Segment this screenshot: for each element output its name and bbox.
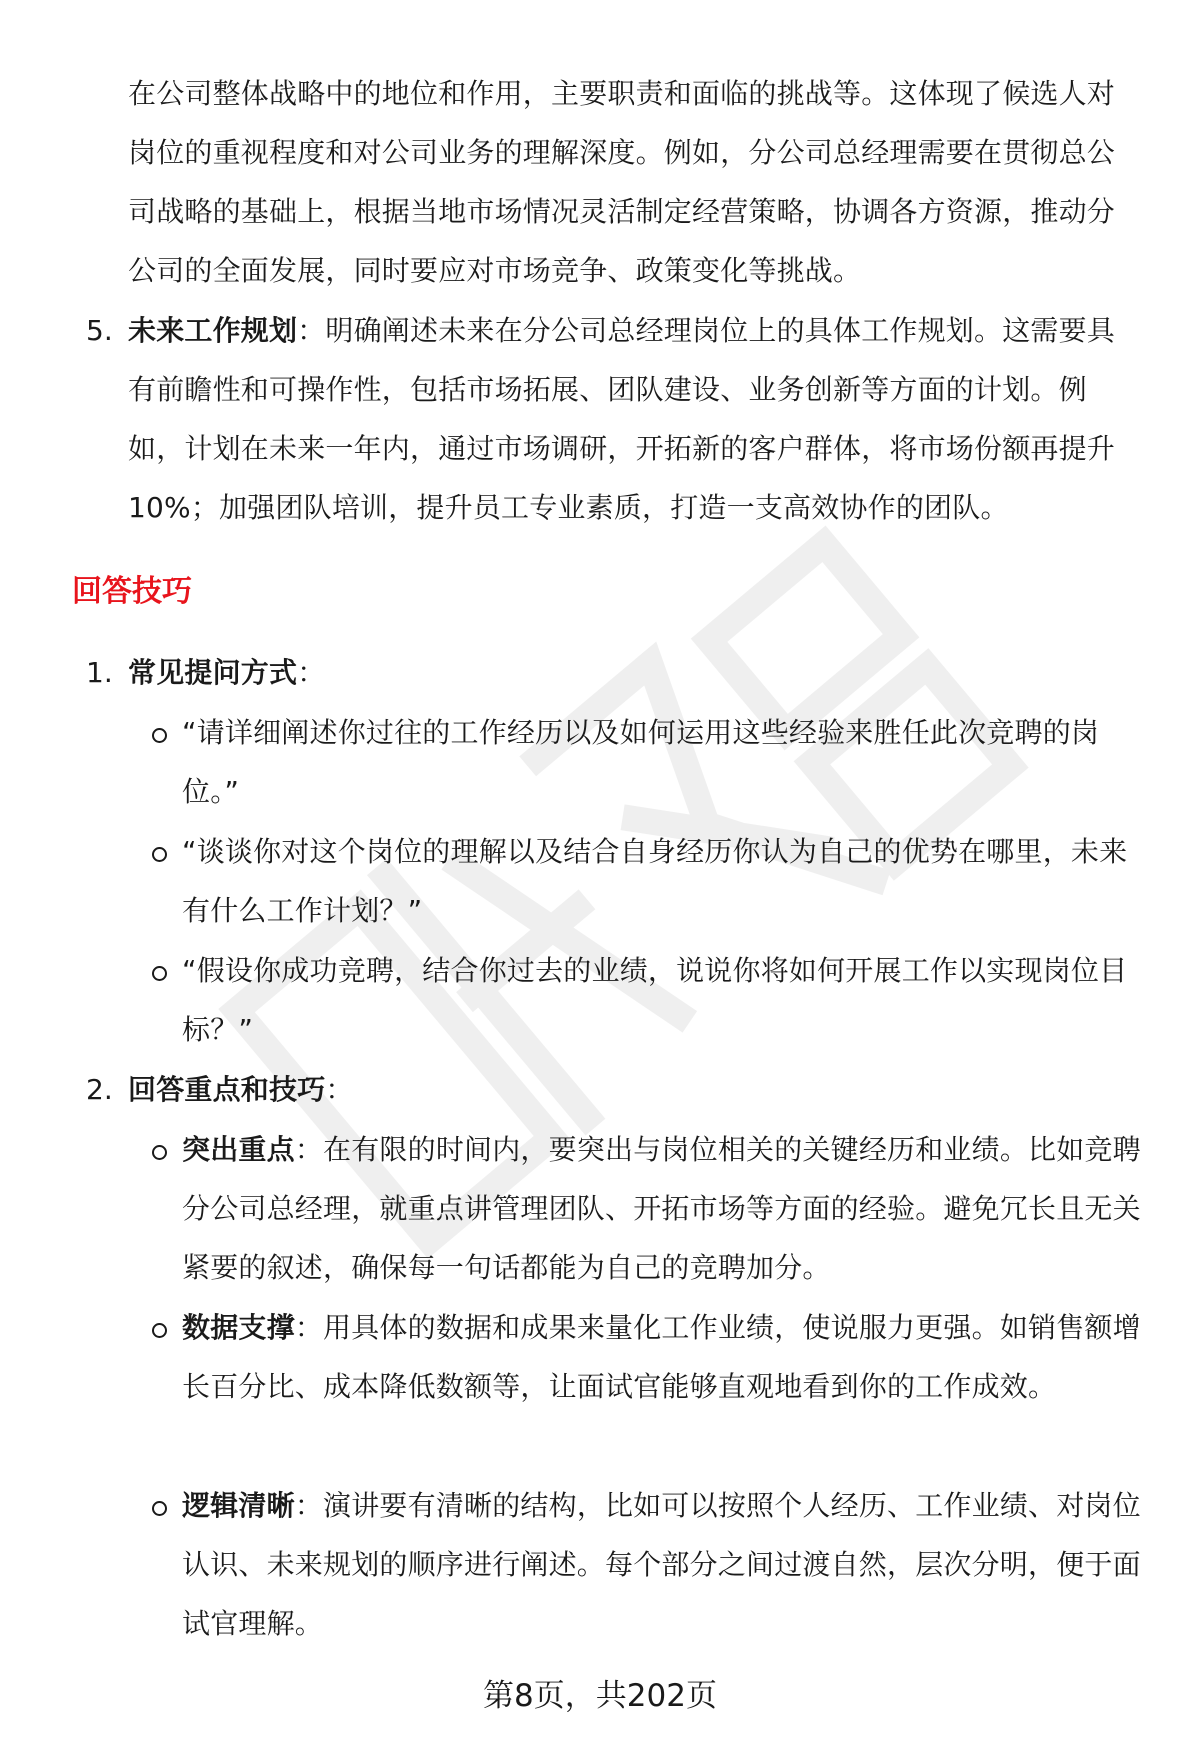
tip-point [182,1298,1142,1416]
tip-point-text: ：演讲要有清晰的结构，比如可以按照个人经历、工作业绩、对岗位认识、未来规划的顺序进行阐述。每个部分之间过渡自然，层次分明，便于面试官理解。 [182,1489,1141,1640]
bullet-icon [152,1501,167,1516]
tip-point-title: 逻辑清晰 [182,1489,295,1522]
future-plan-text: ：明确阐述未来在分公司总经理岗位上的具体工作规划。这需要具有前瞻性和可操作性，包括市场拓展、团队建设、业务创新等方面的计划。例如，计划在未来一年内，通过市场调研，开拓新的客户群体，将市场份额再提升10%；加强团队培训，提升员工专业素质，打造一支高效协作的团队。 [128,314,1116,524]
tip-point-text: ：在有限的时间内，要突出与岗位相关的关键经历和业绩。比如竞聘分公司总经理，就重点讲管理团队、开拓市场等方面的经验。避免冗长且无关紧要的叙述，确保每一句话都能为自己的竞聘加分。 [182,1133,1141,1284]
list-number-1: 1. [86,656,113,689]
tip2-heading [128,1060,1140,1119]
bullet-icon [152,847,167,862]
list-number-5: 5. [86,314,113,347]
future-plan-item [128,301,1140,537]
tip-point [182,1120,1142,1297]
page-footer: 第8页，共202页 [483,1678,717,1714]
future-plan-title: 未来工作规划 [128,314,298,347]
tip-point [182,1476,1142,1653]
tip2-title: 回答重点和技巧 [128,1073,326,1106]
tip-point-text: ：用具体的数据和成果来量化工作业绩，使说服力更强。如销售额增长百分比、成本降低数额等，让面试官能够直观地看到你的工作成效。 [182,1311,1141,1403]
bullet-icon [152,1145,167,1160]
continuation-paragraph: 在公司整体战略中的地位和作用，主要职责和面临的挑战等。这体现了候选人对岗位的重视程度和对公司业务的理解深度。例如，分公司总经理需要在贯彻总公司战略的基础上，根据当地市场情况灵活制定经营策略，协调各方资源，推动分公司的全面发展，同时要应对市场竞争、政策变化等挑战。 [128,77,1116,287]
question-item: “谈谈你对这个岗位的理解以及结合自身经历你认为自己的优势在哪里，未来有什么工作计划？” [182,835,1128,927]
tip1-heading [128,643,1140,702]
list-number-2: 2. [86,1073,113,1106]
tip1-colon: ： [297,656,326,689]
tip2-colon: ： [325,1073,354,1106]
question-item: “请详细阐述你过往的工作经历以及如何运用这些经验来胜任此次竞聘的岗位。” [182,716,1100,808]
bullet-icon [152,966,167,981]
section-heading: 回答技巧 [72,574,192,609]
tip-point-title: 数据支撑 [182,1311,295,1344]
tip-point-title: 突出重点 [182,1133,295,1166]
bullet-icon [152,728,167,743]
bullet-icon [152,1323,167,1338]
question-item: “假设你成功竞聘，结合你过去的业绩，说说你将如何开展工作以实现岗位目标？” [182,954,1128,1046]
tip1-title: 常见提问方式 [128,656,298,689]
